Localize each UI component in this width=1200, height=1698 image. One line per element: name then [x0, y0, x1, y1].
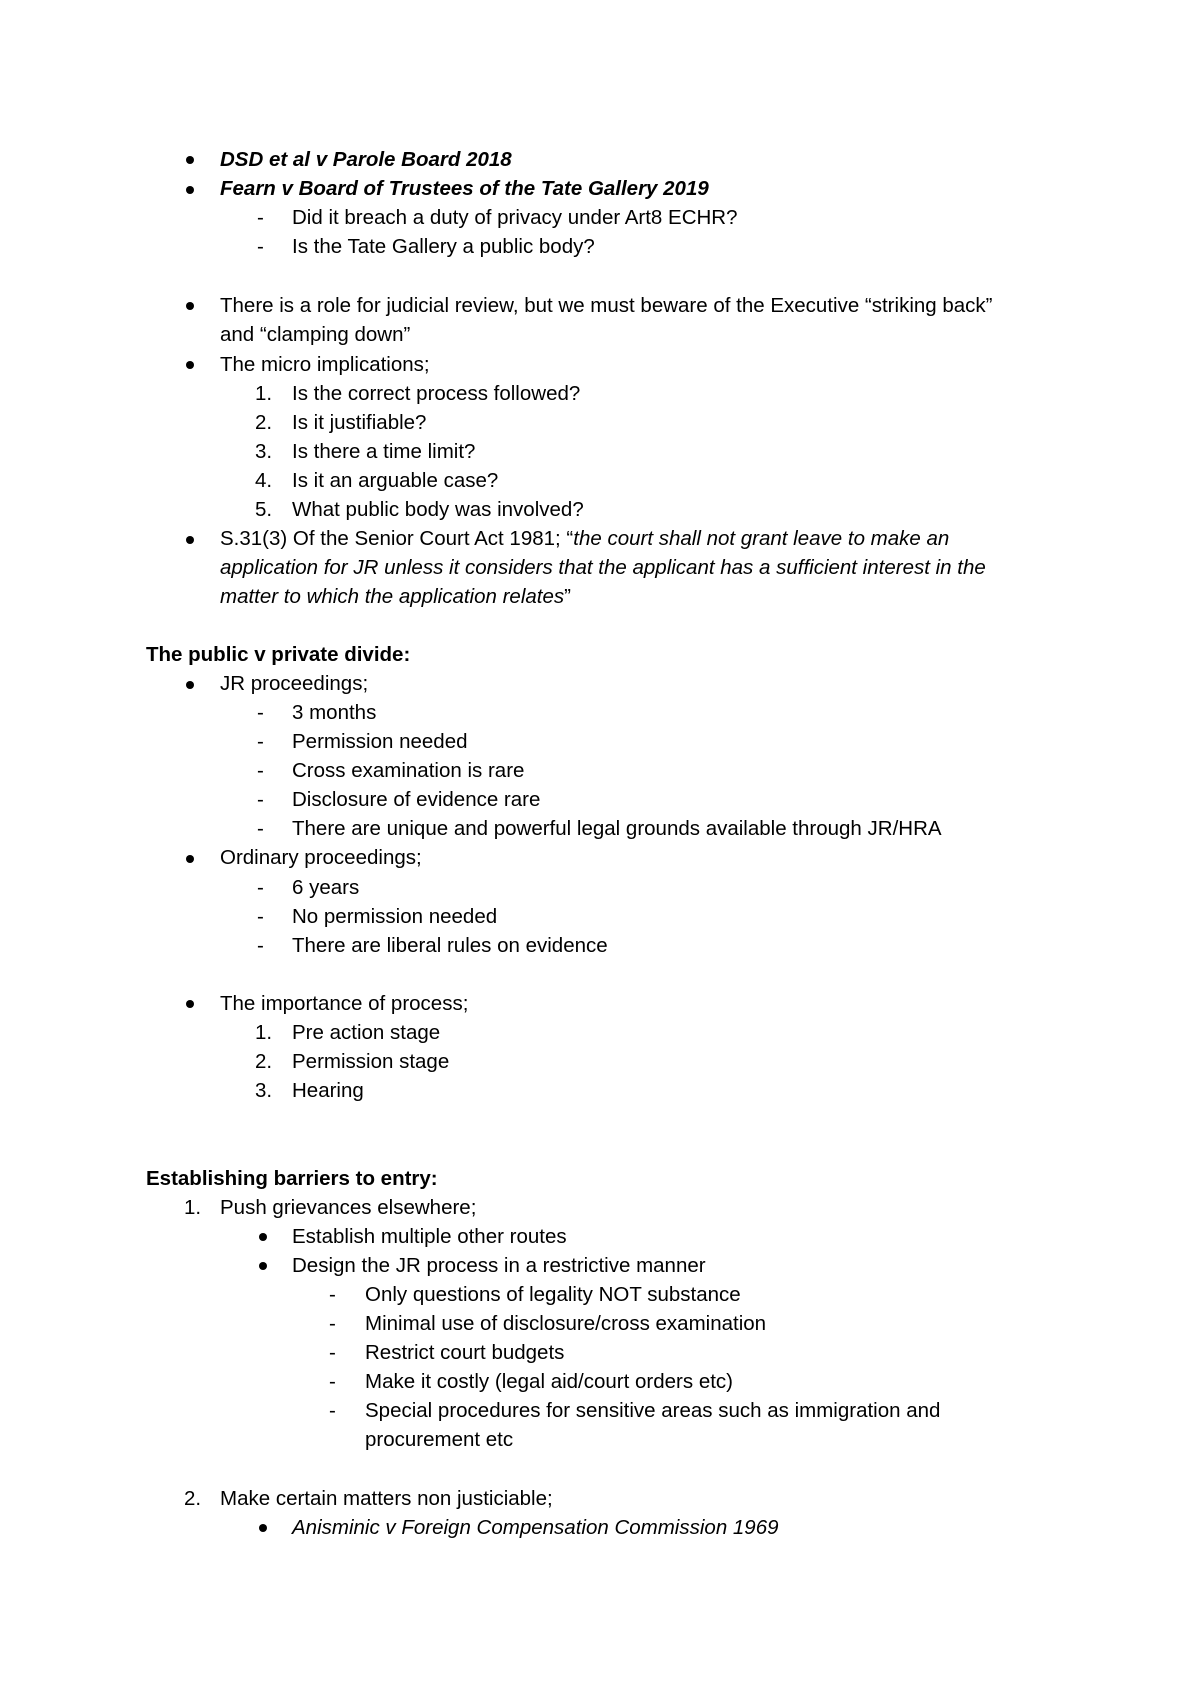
ordinary-proceedings-label: Ordinary proceedings; — [220, 846, 422, 869]
barrier-subsub: Make it costly (legal aid/court orders etc) — [365, 1370, 733, 1393]
case-fearn: Fearn v Board of Trustees of the Tate Gallery 2019 — [220, 177, 709, 200]
jr-item: 3 months — [292, 701, 377, 724]
dash-marker: - — [329, 1341, 336, 1364]
process-item: Permission stage — [292, 1050, 450, 1073]
ordinary-item: 6 years — [292, 876, 360, 899]
list-number: 1. — [184, 1196, 202, 1219]
barrier-subsub: Special procedures for sensitive areas such as immigration and — [365, 1399, 941, 1422]
dash-marker: - — [257, 759, 264, 782]
s31-quote-part2: application for JR unless it considers that the applicant has a sufficient interest in the — [220, 556, 986, 579]
fearn-question: Is the Tate Gallery a public body? — [292, 235, 595, 258]
jr-item: There are unique and powerful legal grounds available through JR/HRA — [292, 817, 942, 840]
barrier-subsub: Minimal use of disclosure/cross examination — [365, 1312, 767, 1335]
s31-suffix: ” — [564, 585, 571, 608]
list-number: 3. — [255, 1079, 273, 1102]
s31-line1 — [220, 524, 949, 553]
list-number: 4. — [255, 469, 273, 492]
s31-quote-part3: matter to which the application relates — [220, 585, 565, 608]
process-label: The importance of process; — [220, 992, 469, 1015]
list-number: 2. — [184, 1487, 202, 1510]
section-heading-barriers: Establishing barriers to entry: — [146, 1167, 438, 1190]
jr-item: Disclosure of evidence rare — [292, 788, 541, 811]
s31-line3 — [220, 582, 571, 611]
bullet-icon — [259, 1262, 267, 1270]
case-anisminic: Anisminic v Foreign Compensation Commission 1969 — [292, 1516, 779, 1539]
dash-marker: - — [257, 905, 264, 928]
bullet-icon — [186, 302, 194, 310]
process-item: Hearing — [292, 1079, 364, 1102]
list-number: 2. — [255, 1050, 273, 1073]
barrier-subsub: Restrict court budgets — [365, 1341, 565, 1364]
bullet-icon — [186, 681, 194, 689]
dash-marker: - — [329, 1283, 336, 1306]
ordinary-item: No permission needed — [292, 905, 498, 928]
list-number: 5. — [255, 498, 273, 521]
bullet-icon — [186, 1000, 194, 1008]
barrier-subsub: Only questions of legality NOT substance — [365, 1283, 741, 1306]
barrier-item-2: Make certain matters non justiciable; — [220, 1487, 553, 1510]
list-number: 2. — [255, 411, 273, 434]
bullet-icon — [259, 1233, 267, 1241]
dash-marker: - — [329, 1312, 336, 1335]
bullet-icon — [186, 186, 194, 194]
bullet-icon — [186, 536, 194, 544]
dash-marker: - — [257, 701, 264, 724]
bullet-icon — [259, 1524, 267, 1532]
dash-marker: - — [257, 934, 264, 957]
micro-heading: The micro implications; — [220, 353, 430, 376]
barrier-subsub-continued: procurement etc — [365, 1428, 514, 1451]
list-number: 1. — [255, 1021, 273, 1044]
micro-item: Is it justifiable? — [292, 411, 427, 434]
micro-item: Is there a time limit? — [292, 440, 476, 463]
process-item: Pre action stage — [292, 1021, 441, 1044]
dash-marker: - — [329, 1370, 336, 1393]
case-dsd: DSD et al v Parole Board 2018 — [220, 148, 512, 171]
dash-marker: - — [329, 1399, 336, 1422]
dash-marker: - — [257, 235, 264, 258]
jr-proceedings-label: JR proceedings; — [220, 672, 369, 695]
barrier-sub: Design the JR process in a restrictive manner — [292, 1254, 706, 1277]
dash-marker: - — [257, 788, 264, 811]
dash-marker: - — [257, 730, 264, 753]
dash-marker: - — [257, 817, 264, 840]
list-number: 3. — [255, 440, 273, 463]
micro-item: Is it an arguable case? — [292, 469, 499, 492]
fearn-question: Did it breach a duty of privacy under Art8 ECHR? — [292, 206, 738, 229]
s31-quote-part1: the court shall not grant leave to make an — [573, 527, 950, 550]
micro-item: Is the correct process followed? — [292, 382, 581, 405]
dash-marker: - — [257, 206, 264, 229]
jr-item: Permission needed — [292, 730, 468, 753]
jr-role-line2: and “clamping down” — [220, 323, 411, 346]
bullet-icon — [186, 156, 194, 164]
s31-prefix: S.31(3) Of the Senior Court Act 1981; “ — [220, 527, 574, 550]
jr-role-line1: There is a role for judicial review, but we must beware of the Executive “striking back” — [220, 294, 993, 317]
bullet-icon — [186, 361, 194, 369]
ordinary-item: There are liberal rules on evidence — [292, 934, 608, 957]
section-heading-public-private: The public v private divide: — [146, 643, 411, 666]
micro-item: What public body was involved? — [292, 498, 584, 521]
list-number: 1. — [255, 382, 273, 405]
barrier-item-1: Push grievances elsewhere; — [220, 1196, 477, 1219]
bullet-icon — [186, 855, 194, 863]
jr-item: Cross examination is rare — [292, 759, 525, 782]
barrier-sub: Establish multiple other routes — [292, 1225, 567, 1248]
dash-marker: - — [257, 876, 264, 899]
